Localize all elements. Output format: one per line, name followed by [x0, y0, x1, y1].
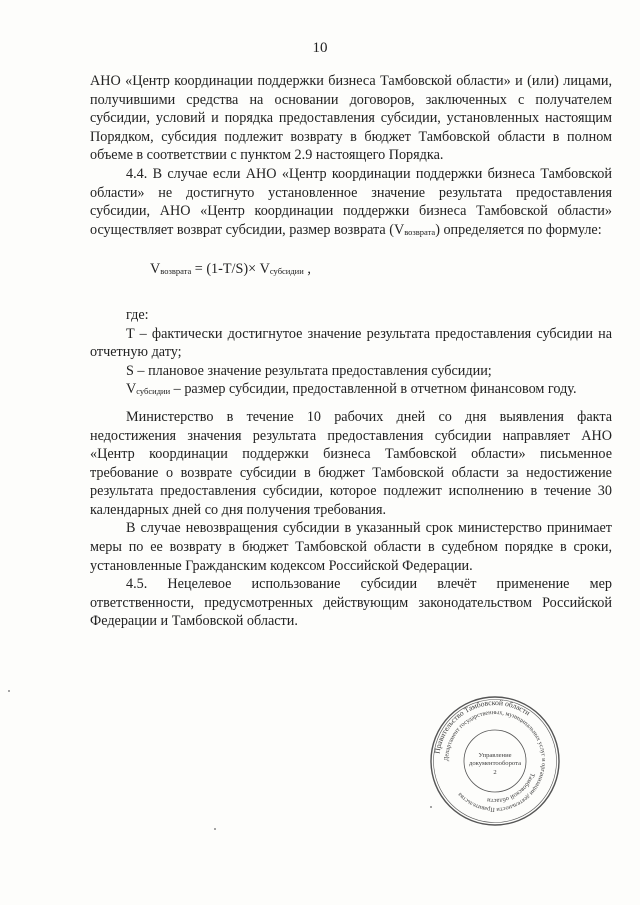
scan-speck	[214, 828, 216, 830]
document-body	[90, 72, 612, 631]
formula-v: V	[150, 261, 161, 278]
stamp-center-line3: 2	[493, 769, 497, 776]
paragraph-4-4-end: ) определяется по формуле:	[435, 221, 602, 238]
stamp-middle-text: Департамент государственных, муниципальных услуг и организации деятельности Правительства	[442, 708, 548, 814]
formula-sub-vozvrata: возврата	[160, 266, 192, 277]
stamp-center-line2: документооборота	[468, 760, 522, 767]
v-definition-sub: субсидии	[136, 386, 171, 397]
paragraph-non-return: В случае невозвращения субсидии в указанный срок министерство принимает меры по ее возврату в бюджет Тамбовской области в судебном порядке в сроки, установленные Гражданским кодексом Российской Федерации.	[90, 520, 612, 574]
paragraph-4-5: 4.5. Нецелевое использование субсидии влечёт применение мер ответственности, предусмотренных действующим законодательством Российской Федерации и Тамбовской области.	[90, 576, 612, 630]
paragraph-4-4	[90, 165, 612, 240]
t-definition: T – фактически достигнутое значение результата предоставления субсидии на отчетную дату;	[90, 325, 612, 361]
formula-sub-subsidii: субсидии	[269, 266, 304, 277]
page-number: 10	[312, 40, 328, 56]
formula-middle: = (1-T/S)× V	[191, 261, 270, 278]
paragraph-ministry: Министерство в течение 10 рабочих дней со дня выявления факта недостижения значения результата предоставления субсидии направляет АНО «Центр координации поддержки бизнеса Тамбовской области» письменное требование о возврате субсидии в бюджет Тамбовской области за недостижение результата предоставления субсидии, которое подлежит исполнению в течение 30 календарных дней со дня получения требования.	[90, 408, 612, 518]
subscript-vozvrata: возврата	[404, 226, 436, 237]
scan-speck	[8, 690, 10, 692]
v-definition	[90, 380, 612, 400]
v-definition-rest: – размер субсидии, предоставленной в отчетном финансовом году.	[170, 381, 577, 398]
stamp-outer-text: Правительство Тамбовской области	[432, 697, 532, 755]
paragraph-1: АНО «Центр координации поддержки бизнеса Тамбовской области» и (или) лицами, получившими средства на основании договоров, заключенных с получателем субсидии, условий и порядка предоставления субсидии, установленных настоящим Порядком, субсидия подлежит возврату в бюджет Тамбовской области в полном объеме в соответствии с пунктом 2.9 настоящего Порядка.	[90, 73, 612, 164]
official-stamp	[428, 694, 562, 828]
s-definition: S – плановое значение результата предоставления субсидии;	[126, 362, 492, 379]
formula	[90, 260, 612, 280]
stamp-center-line1: Управление	[478, 752, 512, 759]
stamp-seal-icon	[428, 694, 562, 828]
where-label: где:	[126, 306, 149, 323]
stamp-inner-text: Тамбовской области	[486, 772, 536, 805]
paragraph-4-4-text: 4.4. В случае если АНО «Центр координации поддержки бизнеса Тамбовской области» не достигнуто установленное значение результата предоставления субсидии, АНО «Центр координации поддержки бизнеса Тамбовской области» осуществляет возврат субсидии, размер возврата (V	[90, 165, 612, 238]
v-definition-v: V	[126, 381, 137, 398]
scan-speck	[430, 806, 432, 808]
formula-end: ,	[303, 261, 311, 278]
